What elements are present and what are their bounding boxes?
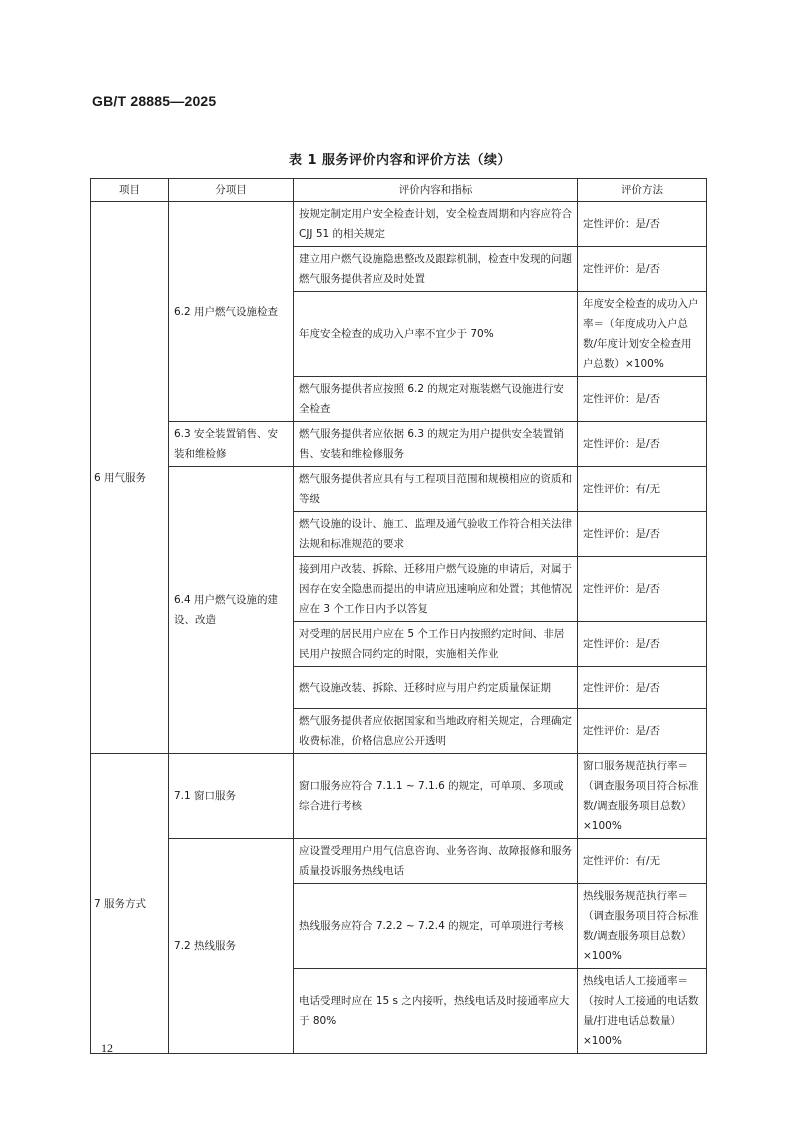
subitem-cell: 7.2 热线服务 bbox=[169, 839, 294, 1054]
item-cell: 6 用气服务 bbox=[91, 202, 169, 754]
item-cell: 7 服务方式 bbox=[91, 754, 169, 1054]
content-cell: 建立用户燃气设施隐患整改及跟踪机制，检查中发现的问题燃气服务提供者应及时处置 bbox=[294, 247, 578, 292]
table-row bbox=[91, 422, 707, 467]
method-cell: 定性评价：是/否 bbox=[578, 247, 707, 292]
content-cell: 年度安全检查的成功入户率不宜少于 70% bbox=[294, 292, 578, 377]
method-cell: 定性评价：是/否 bbox=[578, 557, 707, 622]
column-header: 评价方法 bbox=[578, 179, 707, 202]
content-cell: 燃气服务提供者应依据 6.3 的规定为用户提供安全装置销售、安装和维检修服务 bbox=[294, 422, 578, 467]
column-header: 评价内容和指标 bbox=[294, 179, 578, 202]
table-header-row bbox=[91, 179, 707, 202]
content-cell: 窗口服务应符合 7.1.1 ~ 7.1.6 的规定，可单项、多项或综合进行考核 bbox=[294, 754, 578, 839]
method-cell: 定性评价：是/否 bbox=[578, 377, 707, 422]
method-cell: 定性评价：是/否 bbox=[578, 667, 707, 709]
method-cell: 定性评价：有/无 bbox=[578, 839, 707, 884]
content-cell: 燃气设施的设计、施工、监理及通气验收工作符合相关法律法规和标准规范的要求 bbox=[294, 512, 578, 557]
table-row bbox=[91, 202, 707, 247]
content-cell: 燃气设施改装、拆除、迁移时应与用户约定质量保证期 bbox=[294, 667, 578, 709]
column-header: 分项目 bbox=[169, 179, 294, 202]
table-row bbox=[91, 467, 707, 512]
content-cell: 应设置受理用户用气信息咨询、业务咨询、故障报修和服务质量投诉服务热线电话 bbox=[294, 839, 578, 884]
method-cell: 窗口服务规范执行率＝（调查服务项目符合标准数/调查服务项目总数）×100% bbox=[578, 754, 707, 839]
method-cell: 热线电话人工接通率＝（按时人工接通的电话数量/打进电话总数量）×100% bbox=[578, 969, 707, 1054]
method-cell: 热线服务规范执行率＝（调查服务项目符合标准数/调查服务项目总数）×100% bbox=[578, 884, 707, 969]
method-cell: 定性评价：是/否 bbox=[578, 622, 707, 667]
page-number: 12 bbox=[101, 1041, 113, 1055]
subitem-cell: 6.3 安全装置销售、安装和维检修 bbox=[169, 422, 294, 467]
content-cell: 燃气服务提供者应依据国家和当地政府相关规定，合理确定收费标准，价格信息应公开透明 bbox=[294, 709, 578, 754]
table-row bbox=[91, 839, 707, 884]
subitem-cell: 6.4 用户燃气设施的建设、改造 bbox=[169, 467, 294, 754]
table-title: 表 1 服务评价内容和评价方法（续） bbox=[288, 153, 512, 168]
subitem-cell: 7.1 窗口服务 bbox=[169, 754, 294, 839]
method-cell: 定性评价：是/否 bbox=[578, 512, 707, 557]
method-cell: 定性评价：是/否 bbox=[578, 202, 707, 247]
subitem-cell: 6.2 用户燃气设施检查 bbox=[169, 202, 294, 422]
content-cell: 电话受理时应在 15 s 之内接听，热线电话及时接通率应大于 80% bbox=[294, 969, 578, 1054]
content-cell: 热线服务应符合 7.2.2 ~ 7.2.4 的规定，可单项进行考核 bbox=[294, 884, 578, 969]
column-header: 项目 bbox=[91, 179, 169, 202]
method-cell: 定性评价：有/无 bbox=[578, 467, 707, 512]
content-cell: 接到用户改装、拆除、迁移用户燃气设施的申请后，对属于因存在安全隐患而提出的申请应迅速响应和处置；其他情况应在 3 个工作日内予以答复 bbox=[294, 557, 578, 622]
content-cell: 燃气服务提供者应具有与工程项目范围和规模相应的资质和等级 bbox=[294, 467, 578, 512]
content-cell: 对受理的居民用户应在 5 个工作日内按照约定时间、非居民用户按照合同约定的时限，实施相关作业 bbox=[294, 622, 578, 667]
content-cell: 按规定制定用户安全检查计划，安全检查周期和内容应符合 CJJ 51 的相关规定 bbox=[294, 202, 578, 247]
table-row bbox=[91, 754, 707, 839]
method-cell: 定性评价：是/否 bbox=[578, 422, 707, 467]
evaluation-table bbox=[90, 178, 707, 1054]
method-cell: 年度安全检查的成功入户率＝（年度成功入户总数/年度计划安全检查用户总数）×100% bbox=[578, 292, 707, 377]
standard-code: GB/T 28885—2025 bbox=[92, 93, 217, 109]
content-cell: 燃气服务提供者应按照 6.2 的规定对瓶装燃气设施进行安全检查 bbox=[294, 377, 578, 422]
method-cell: 定性评价：是/否 bbox=[578, 709, 707, 754]
